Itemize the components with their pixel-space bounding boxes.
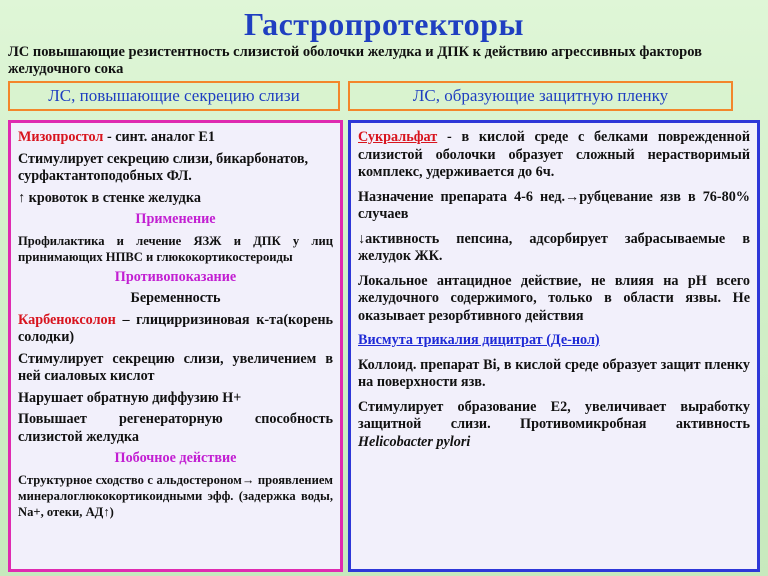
use-text: Профилактика и лечение ЯЗЖ и ДПК у лиц принимающих НПВС и глюкокортикостероиды bbox=[18, 233, 333, 264]
sucralfate-line bbox=[358, 129, 750, 182]
carbenoxolone-diffusion: Нарушает обратную диффузию Н+ bbox=[18, 389, 242, 406]
bismuth-stimulates-text: Стимулирует образование Е2, увеличивает выработку защитной слизи. Противомикробная активность bbox=[358, 398, 750, 432]
left-panel bbox=[8, 120, 343, 572]
page-title: Гастропротекторы bbox=[244, 6, 524, 42]
bismuth-colloid: Коллоид. препарат Bi, в кислой среде образует защит пленку на поверхности язв. bbox=[358, 356, 750, 390]
carbenoxolone-line bbox=[18, 312, 333, 347]
left-column-header-label: ЛС, повышающие секрецию слизи bbox=[48, 86, 300, 105]
helicobacter-name: Helicobacter pylori bbox=[358, 433, 471, 450]
carbenoxolone-stimulates: Стимулирует секрецию слизи, увеличением в ней сиаловых кислот bbox=[18, 350, 333, 384]
right-panel bbox=[348, 120, 760, 572]
right-column-header-label: ЛС, образующие защитную пленку bbox=[412, 86, 669, 105]
sucralfate-name: Сукральфат bbox=[358, 129, 438, 145]
side-effect-text: Структурное сходство с альдостероном→ проявлением минералоглюкокортикоидными эфф. (задержка воды, Na+, отеки, АД↑) bbox=[18, 472, 333, 519]
bismuth-line bbox=[358, 332, 750, 350]
side-effect-heading: Побочное действие bbox=[114, 450, 237, 466]
carbenoxolone-regeneration: Повышает регенераторную способность слизистой желудка bbox=[18, 411, 333, 445]
bismuth-name: Висмута трикалия дицитрат (Де-нол) bbox=[358, 332, 600, 348]
contraindication-heading: Противопоказание bbox=[114, 268, 237, 285]
misoprostol-desc: - синт. аналог Е1 bbox=[103, 129, 215, 145]
use-heading: Применение bbox=[135, 211, 216, 227]
misoprostol-line bbox=[18, 129, 333, 147]
contraindication-text: Беременность bbox=[130, 290, 221, 306]
sucralfate-desc: - в кислой среде с белками поврежденной слизистой оболочки образует сложный нерастворимый комплекс, удерживается до 6ч. bbox=[358, 129, 750, 180]
misoprostol-stimulates: Стимулирует секрецию слизи, бикарбонатов, сурфактантоподобных ФЛ. bbox=[18, 150, 309, 184]
carbenoxolone-desc: – глицирризиновая к-та(корень солодки) bbox=[18, 311, 333, 345]
misoprostol-name: Мизопростол bbox=[18, 129, 104, 145]
sucralfate-course: Назначение препарата 4-6 нед.→рубцевание язв в 76-80% случаев bbox=[358, 188, 750, 222]
bismuth-stimulates bbox=[358, 399, 750, 452]
right-column-header bbox=[348, 81, 733, 111]
sucralfate-local-action: Локальное антацидное действие, не влияя на pH всего желудочного содержимого, только в области язвы. Не оказывает резорбтивного действия bbox=[358, 272, 750, 324]
carbenoxolone-name: Карбеноксолон bbox=[18, 311, 116, 328]
left-column-header bbox=[8, 81, 340, 111]
page-subtitle: ЛС повышающие резистентность слизистой оболочки желудка и ДПК к действию агрессивных факторов желудочного сока bbox=[8, 44, 702, 77]
sucralfate-pepsin: ↓активность пепсина, адсорбирует забрасываемые в желудок ЖК. bbox=[358, 230, 750, 264]
misoprostol-bloodflow: ↑ кровоток в стенке желудка bbox=[18, 189, 201, 206]
